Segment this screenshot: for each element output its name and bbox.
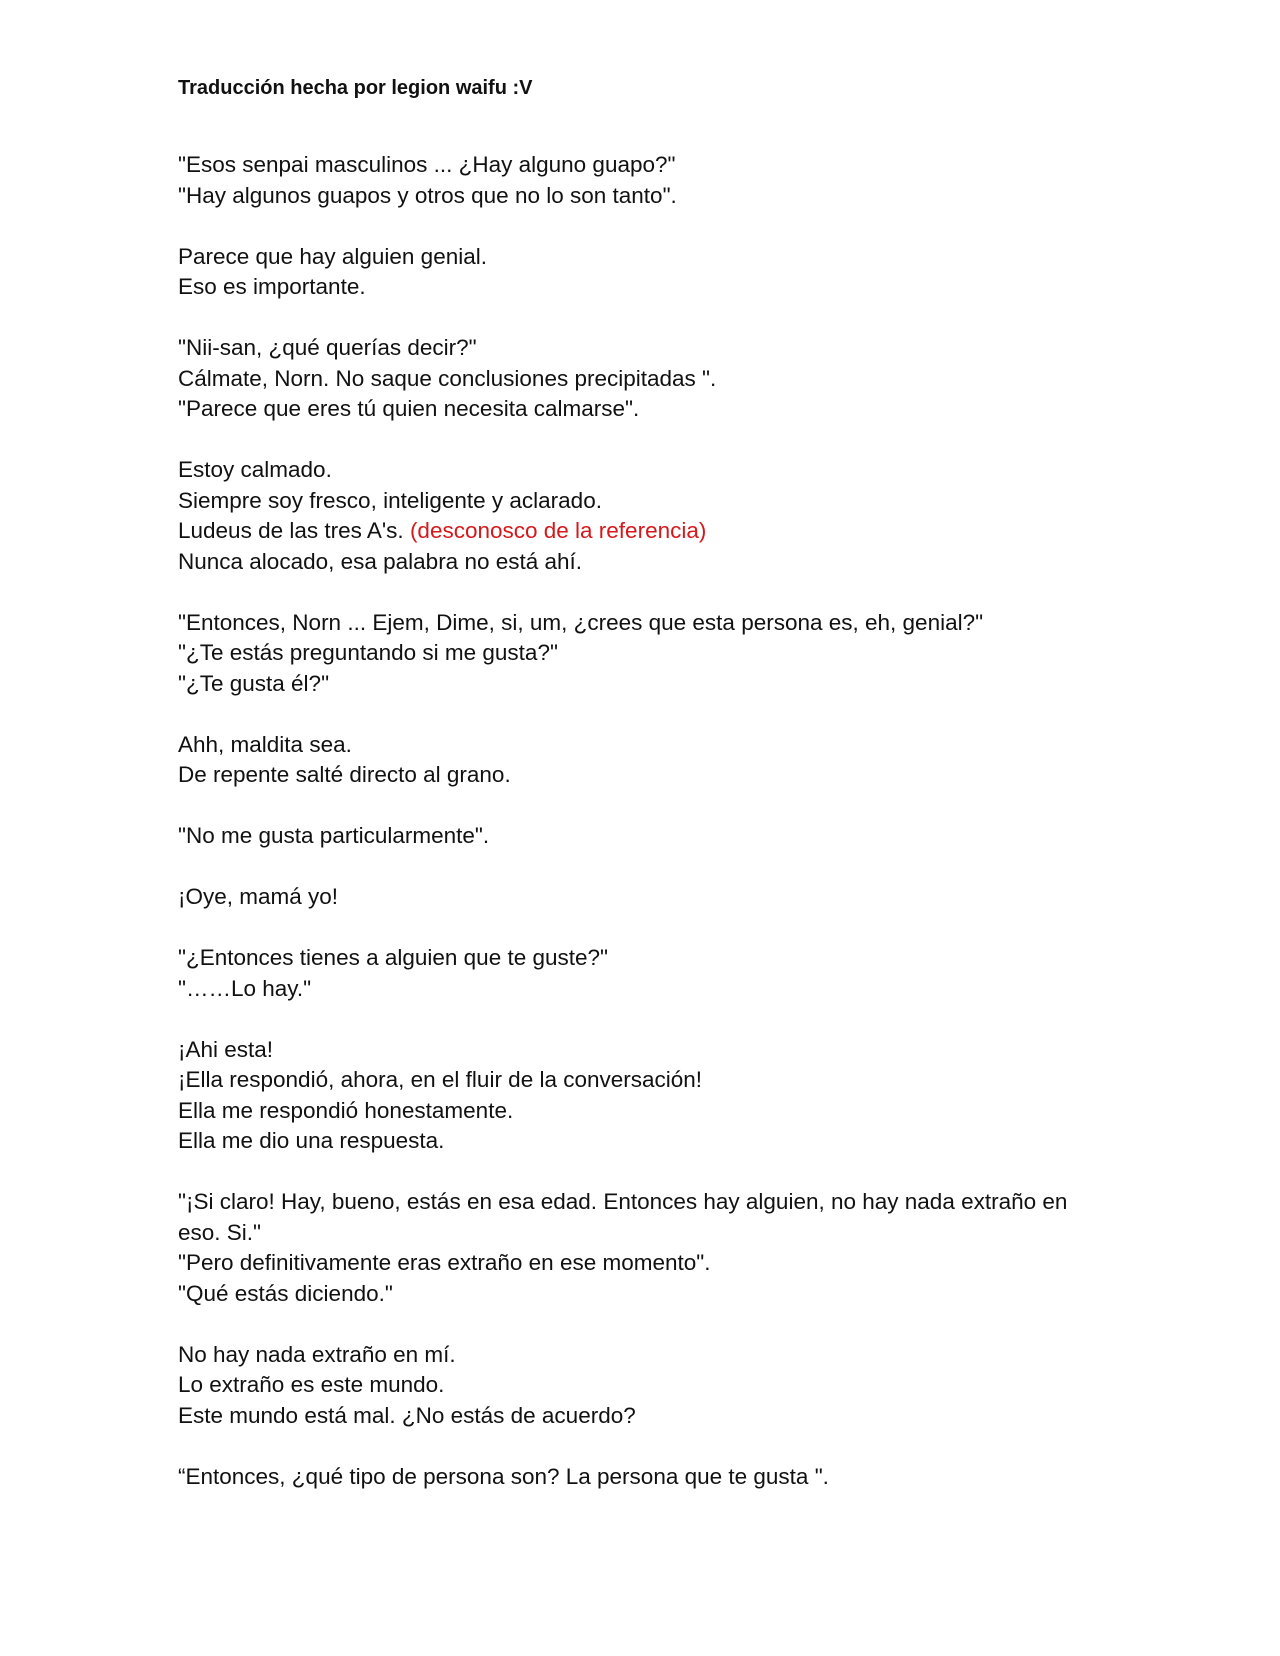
line-text: Nunca alocado, esa palabra no está ahí.	[178, 548, 583, 574]
text-line	[178, 242, 1098, 273]
text-line	[178, 669, 1098, 700]
text-line	[178, 1065, 1098, 1096]
line-text: "Entonces, Norn ... Ejem, Dime, si, um, ¿crees que esta persona es, eh, genial?"	[178, 609, 984, 635]
paragraph	[178, 730, 1098, 791]
line-text: Siempre soy fresco, inteligente y aclarado.	[178, 487, 602, 513]
text-line	[178, 455, 1098, 486]
paragraph	[178, 1187, 1098, 1309]
line-text: De repente salté directo al grano.	[178, 762, 511, 787]
paragraph	[178, 821, 1098, 852]
text-line	[178, 181, 1098, 212]
text-line	[178, 1035, 1098, 1066]
text-line	[178, 1279, 1098, 1310]
line-text: ¡Ella respondió, ahora, en el fluir de la conversación!	[178, 1067, 703, 1092]
text-line	[178, 974, 1098, 1005]
text-line	[178, 394, 1098, 425]
text-line	[178, 1218, 1098, 1249]
text-line	[178, 1248, 1098, 1279]
text-line	[178, 1462, 1098, 1493]
line-text: "Qué estás diciendo."	[178, 1280, 393, 1306]
paragraph	[178, 150, 1098, 211]
text-line	[178, 1096, 1098, 1127]
line-text: "¿Entonces tienes a alguien que te guste?"	[178, 945, 609, 970]
line-text: Ahh, maldita sea.	[178, 731, 352, 757]
line-text: ¡Ahi esta!	[178, 1036, 274, 1062]
paragraph	[178, 943, 1098, 1004]
line-text: "Esos senpai masculinos ... ¿Hay alguno guapo?"	[178, 152, 676, 177]
text-line	[178, 760, 1098, 791]
paragraph-list	[178, 150, 1098, 1492]
text-line	[178, 1187, 1098, 1218]
text-line	[178, 821, 1098, 852]
line-text: "¿Te gusta él?"	[178, 670, 330, 696]
line-text: Parece que hay alguien genial.	[178, 243, 487, 269]
line-text: “Entonces, ¿qué tipo de persona son? La persona que te gusta ".	[178, 1463, 829, 1489]
line-text: Cálmate, Norn. No saque conclusiones precipitadas ".	[178, 365, 717, 391]
paragraph	[178, 455, 1098, 577]
paragraph	[178, 333, 1098, 425]
line-text: "¡Si claro! Hay, bueno, estás en esa edad. Entonces hay alguien, no hay nada extraño en	[178, 1189, 1068, 1214]
line-text: "Nii-san, ¿qué querías decir?"	[178, 335, 477, 360]
text-line	[178, 1340, 1098, 1371]
paragraph	[178, 1462, 1098, 1493]
text-line	[178, 516, 1098, 547]
text-line	[178, 608, 1098, 639]
translator-note: (desconosco de la referencia)	[409, 518, 707, 543]
line-text: "No me gusta particularmente".	[178, 823, 490, 848]
document-title: Traducción hecha por legion waifu :V	[178, 77, 533, 99]
line-text: Lo extraño es este mundo.	[178, 1372, 445, 1397]
line-text: eso. Si."	[178, 1219, 262, 1245]
paragraph	[178, 1035, 1098, 1157]
line-text: Ludeus de las tres A's.	[178, 518, 410, 543]
line-text: No hay nada extraño en mí.	[178, 1341, 456, 1367]
text-line	[178, 1370, 1098, 1401]
text-line	[178, 486, 1098, 517]
line-text: Este mundo está mal. ¿No estás de acuerdo?	[178, 1402, 636, 1428]
paragraph	[178, 242, 1098, 303]
text-line	[178, 943, 1098, 974]
text-line	[178, 364, 1098, 395]
text-line	[178, 150, 1098, 181]
paragraph	[178, 1340, 1098, 1432]
text-line	[178, 1401, 1098, 1432]
line-text: Ella me dio una respuesta.	[178, 1128, 445, 1153]
line-text: "Pero definitivamente eras extraño en ese momento".	[178, 1250, 711, 1275]
line-text: Estoy calmado.	[178, 457, 332, 482]
paragraph	[178, 882, 1098, 913]
line-text: "Hay algunos guapos y otros que no lo son tanto".	[178, 182, 677, 208]
text-line	[178, 730, 1098, 761]
text-line	[178, 333, 1098, 364]
text-line	[178, 638, 1098, 669]
line-text: "Parece que eres tú quien necesita calmarse".	[178, 396, 640, 421]
text-line	[178, 547, 1098, 578]
line-text: "¿Te estás preguntando si me gusta?"	[178, 640, 558, 665]
text-line	[178, 882, 1098, 913]
line-text: Eso es importante.	[178, 274, 366, 299]
paragraph	[178, 608, 1098, 700]
line-text: ¡Oye, mamá yo!	[178, 884, 339, 909]
line-text: "……Lo hay."	[178, 975, 312, 1001]
document-body	[178, 74, 1098, 1523]
text-line	[178, 272, 1098, 303]
line-text: Ella me respondió honestamente.	[178, 1097, 514, 1123]
text-line	[178, 1126, 1098, 1157]
